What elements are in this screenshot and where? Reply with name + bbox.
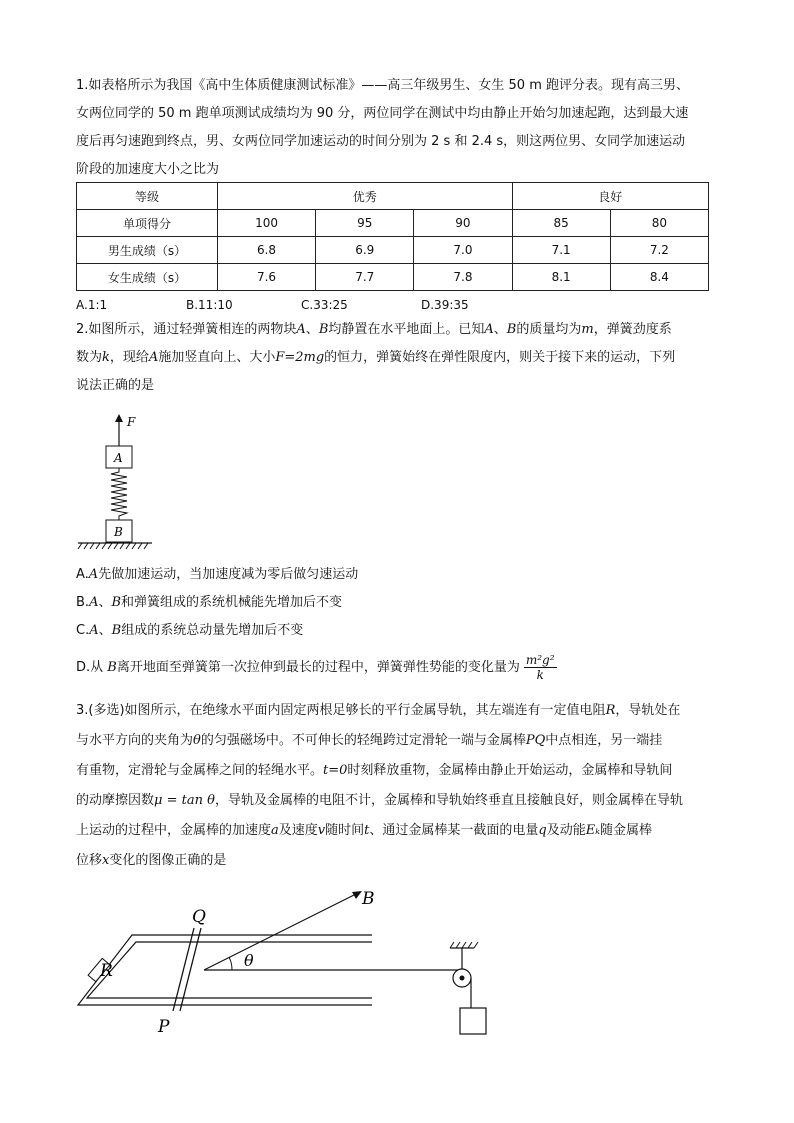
table-cell: 等级: [77, 183, 218, 210]
table-cell: 7.7: [316, 264, 414, 291]
q3-line: 的动摩擦因数μ = tan θ，导轨及金属棒的电阻不计，金属棒和导轨始终垂直且接触良好，则金属棒在导轨: [76, 793, 683, 808]
q3-line: 上运动的过程中，金属棒的加速度a及速度v随时间t、通过金属棒某一截面的电量q及动能Eₖ随金属棒: [76, 823, 653, 838]
table-cell: 7.8: [414, 264, 512, 291]
table-cell: 良好: [512, 183, 708, 210]
table-cell: 8.1: [512, 264, 610, 291]
spring-blocks-figure: [70, 410, 170, 555]
energy-fraction: $\frac{\text{m²g²}}{k}$: [525, 653, 555, 682]
q2-line: 说法正确的是: [76, 378, 155, 393]
table-cell: 单项得分: [77, 210, 218, 237]
table-cell: 6.8: [217, 237, 315, 264]
force-label: F: [127, 415, 136, 429]
q1-option-a: A.1:1: [76, 298, 108, 312]
rail-pulley-figure: [70, 880, 510, 1040]
q3-line: 与水平方向的夹角为θ的匀强磁场中。不可伸长的轻绳跨过定滑轮一端与金属棒PQ中点相连，另一端挂: [76, 733, 663, 748]
resistor-label: R: [100, 961, 113, 981]
q3-line: 有重物，定滑轮与金属棒之间的轻绳水平。t=0时刻释放重物，金属棒由静止开始运动，金属棒和导轨间: [76, 763, 673, 778]
table-cell: 8.4: [610, 264, 708, 291]
table-cell: 85: [512, 210, 610, 237]
pulley-axle: [460, 976, 465, 981]
q2-option-d: D.从 B离开地面至弹簧第一次拉伸到最长的过程中，弹簧弹性势能的变化量为 $\frac{\text{m²g²}}{k}$: [76, 653, 555, 682]
block-a-label: A: [114, 451, 123, 465]
q1-line: 1.如表格所示为我国《高中生体质健康测试标准》——高三年级男生、女生 50 m 跑评分表。现有高三男、: [76, 78, 690, 93]
table-cell: 90: [414, 210, 512, 237]
block-b-label: B: [114, 525, 123, 539]
table-cell: 7.0: [414, 237, 512, 264]
q1-option-d: D.39:35: [421, 298, 469, 312]
table-cell: 7.6: [217, 264, 315, 291]
q2-option-c: C.A、B组成的系统总动量先增加后不变: [76, 623, 304, 638]
table-row: [77, 264, 709, 291]
score-table: [76, 182, 709, 291]
table-cell: 女生成绩（s）: [77, 264, 218, 291]
table-cell: 优秀: [217, 183, 512, 210]
table-row: [77, 237, 709, 264]
table-cell: 7.2: [610, 237, 708, 264]
table-row: [77, 183, 709, 210]
table-cell: 男生成绩（s）: [77, 237, 218, 264]
q1-options: [76, 296, 469, 314]
table-cell: 100: [217, 210, 315, 237]
rod-label-q: Q: [192, 907, 206, 927]
rod-label-p: P: [158, 1017, 170, 1037]
table-row: [77, 210, 709, 237]
question-2-stem: [76, 316, 720, 400]
q1-line: 度后再匀速跑到终点，男、女两位同学加速运动的时间分别为 2 s 和 2.4 s，则这两位男、女同学加速运动: [76, 134, 686, 149]
field-label: B: [362, 889, 375, 909]
weight-block: [460, 1008, 486, 1034]
question-3-stem: [76, 696, 720, 876]
q2-line: 2.如图所示，通过轻弹簧相连的两物块A、B均静置在水平地面上。已知A、B的质量均为m，弹簧劲度系: [76, 322, 672, 337]
q2-option-a: A.A先做加速运动，当加速度减为零后做匀速运动: [76, 567, 359, 582]
table-cell: 95: [316, 210, 414, 237]
force-arrowhead: [115, 414, 123, 422]
q1-line: 女两位同学的 50 m 跑单项测试成绩均为 90 分，两位同学在测试中均由静止开始匀加速起跑，达到最大速: [76, 106, 689, 121]
table-cell: 6.9: [316, 237, 414, 264]
q1-option-b: B.11:10: [186, 298, 233, 312]
q1-line: 阶段的加速度大小之比为: [76, 162, 220, 177]
angle-arc: [229, 957, 232, 970]
q2-options: [76, 561, 720, 645]
spring: [111, 468, 127, 520]
ground-hatching: [78, 543, 148, 549]
q3-line: 位移x变化的图像正确的是: [76, 853, 227, 868]
field-arrow: [204, 894, 356, 970]
angle-label: θ: [244, 951, 254, 970]
q3-line: 3.(多选)如图所示，在绝缘水平面内固定两根足够长的平行金属导轨，其左端连有一定值电阻R，导轨处在: [76, 703, 681, 718]
q2-option-b: B.A、B和弹簧组成的系统机械能先增加后不变: [76, 595, 343, 610]
question-1-stem: [76, 72, 720, 184]
q2-line: 数为k，现给A施加竖直向上、大小F=2mg的恒力，弹簧始终在弹性限度内，则关于接下来的运动，下列: [76, 350, 676, 365]
ceiling-hatching: [450, 942, 478, 948]
table-cell: 7.1: [512, 237, 610, 264]
table-cell: 80: [610, 210, 708, 237]
q1-option-c: C.33:25: [301, 298, 348, 312]
